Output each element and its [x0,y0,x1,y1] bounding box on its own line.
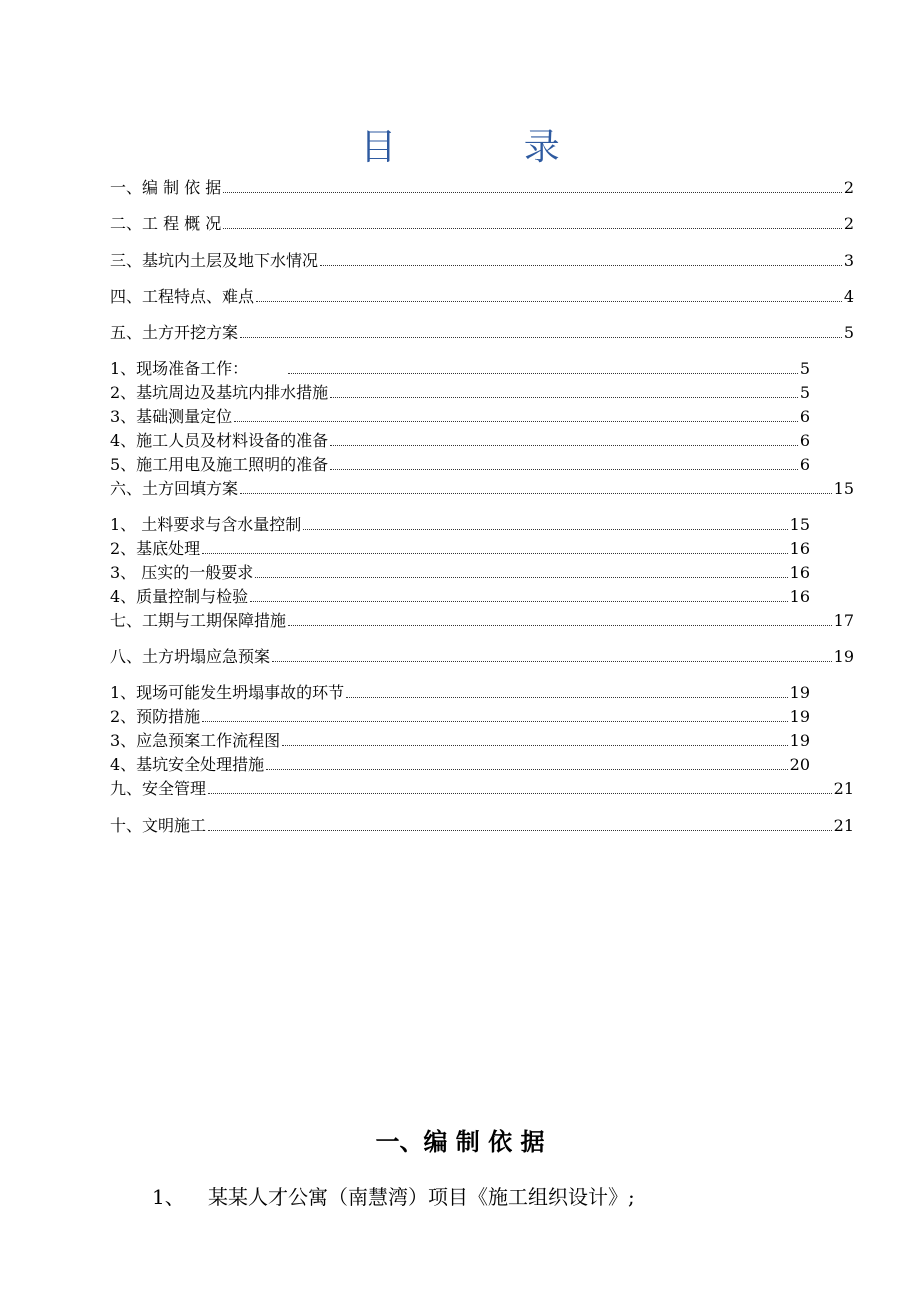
toc-entry-label: 3、应急预案工作流程图 [110,731,281,750]
toc-leader [330,397,798,398]
toc-entry-label: 八、土方坍塌应急预案 [110,647,271,666]
toc-entry-page: 21 [833,816,854,835]
toc-entry-page: 2 [843,178,854,197]
toc-entry-page: 16 [789,587,810,606]
toc-leader [208,830,832,831]
toc-entry-label: 3、 压实的一般要求 [110,563,254,582]
toc-leader [223,192,842,193]
toc-entry-label: 1、 土料要求与含水量控制 [110,515,302,534]
toc-entry[interactable] [110,539,810,559]
toc-leader [330,469,798,470]
toc-entry-label: 四、工程特点、难点 [110,287,255,306]
toc-entry-label: 十、文明施工 [110,816,207,835]
toc-entry-label: 五、土方开挖方案 [110,323,239,342]
toc-entry-page: 16 [789,563,810,582]
toc-entry[interactable] [110,479,854,499]
toc-entry-page: 20 [789,755,810,774]
toc-entry[interactable] [110,359,810,379]
toc-entry-page: 19 [789,731,810,750]
toc-leader [303,529,787,530]
toc-entry-label: 三、基坑内土层及地下水情况 [110,251,319,270]
toc-entry-label: 1、现场准备工作： [110,359,249,378]
toc-entry-label: 2、基底处理 [110,539,201,558]
toc-entry[interactable] [110,214,854,234]
toc-entry-page: 6 [799,431,810,450]
section-heading: 一、编 制 依 据 [375,1128,545,1156]
toc-leader [288,373,798,374]
toc-entry[interactable] [110,323,854,343]
toc-entry-label: 一、编 制 依 据 [110,178,222,197]
toc-entry[interactable] [110,731,810,751]
toc-entry-label: 4、施工人员及材料设备的准备 [110,431,329,450]
toc-entry-page: 4 [843,287,854,306]
toc-leader [320,265,842,266]
toc-entry-page: 19 [789,683,810,702]
basis-item-number: 1、 [152,1185,185,1209]
toc-entry-label: 1、现场可能发生坍塌事故的环节 [110,683,345,702]
toc-entry-label: 2、基坑周边及基坑内排水措施 [110,383,329,402]
toc-entry-page: 5 [799,383,810,402]
basis-item-text: 某某人才公寓（南慧湾）项目《施工组织设计》; [208,1185,635,1209]
toc-entry-page: 15 [789,515,810,534]
toc-leader [330,445,798,446]
toc-entry-label: 2、预防措施 [110,707,201,726]
toc-entry-label: 3、基础测量定位 [110,407,233,426]
toc-entry[interactable] [110,383,810,403]
toc-leader [266,769,787,770]
toc-entry[interactable] [110,563,810,583]
toc-entry-page: 5 [799,359,810,378]
toc-entry-page: 6 [799,407,810,426]
toc-entry[interactable] [110,816,854,836]
toc-title: 目 录 [360,127,618,168]
toc-entry[interactable] [110,431,810,451]
toc-entry[interactable] [110,287,854,307]
toc-entry[interactable] [110,251,854,271]
toc-leader [272,661,832,662]
basis-item [152,1182,635,1212]
toc-entry[interactable] [110,647,854,667]
toc-entry[interactable] [110,611,854,631]
toc-entry-page: 15 [833,479,854,498]
toc-entry[interactable] [110,178,854,198]
toc-entry-label: 5、施工用电及施工照明的准备 [110,455,329,474]
toc-entry-page: 5 [843,323,854,342]
toc-entry[interactable] [110,707,810,727]
toc-entry-label: 九、安全管理 [110,779,207,798]
toc-leader [240,337,842,338]
toc-leader [288,625,832,626]
toc-entry[interactable] [110,683,810,703]
toc-entry[interactable] [110,515,810,535]
toc-leader [282,745,787,746]
toc-entry-page: 3 [843,251,854,270]
toc-entry-label: 4、基坑安全处理措施 [110,755,265,774]
toc-leader [202,553,787,554]
toc-leader [240,493,832,494]
toc-entry[interactable] [110,407,810,427]
toc-entry-label: 二、工 程 概 况 [110,214,222,233]
toc-leader [346,697,787,698]
toc-entry-page: 19 [789,707,810,726]
toc-entry-label: 七、工期与工期保障措施 [110,611,287,630]
toc-entry[interactable] [110,587,810,607]
toc-entry-page: 17 [833,611,854,630]
toc-entry[interactable] [110,779,854,799]
toc-entry-page: 19 [833,647,854,666]
toc-entry-page: 2 [843,214,854,233]
toc-entry[interactable] [110,755,810,775]
toc-entry-page: 21 [833,779,854,798]
toc-leader [223,228,842,229]
toc-entry[interactable] [110,455,810,475]
toc-leader [234,421,798,422]
toc-entry-label: 4、质量控制与检验 [110,587,249,606]
toc-entry-page: 16 [789,539,810,558]
toc-entry-page: 6 [799,455,810,474]
toc-entry-label: 六、土方回填方案 [110,479,239,498]
toc-leader [256,301,842,302]
toc-leader [202,721,787,722]
toc-leader [208,793,832,794]
toc-leader [255,577,787,578]
toc-leader [250,601,787,602]
